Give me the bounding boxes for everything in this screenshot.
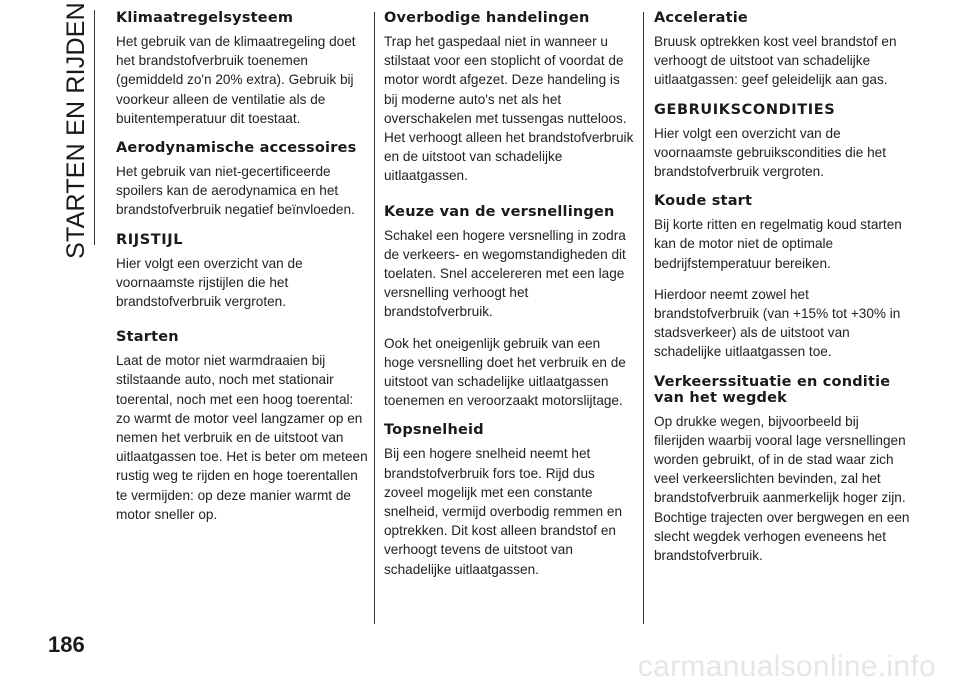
- paragraph-overbodige-handelingen: Trap het gaspedaal niet in wanneer u stilstaat voor een stoplicht of voordat de motor wordt afgezet. Deze handeling is bij moderne auto's net als het overschakelen met tussengas nutteloos. Het verhoogt alleen het brandstofverbruik en de uitstoot van schadelijke uitlaatgassen.: [384, 34, 634, 184]
- text-column-1: [116, 10, 368, 536]
- heading-starten: Starten: [116, 329, 179, 346]
- heading-verkeerssituatie: Verkeerssituatie en conditie van het wegdek: [654, 373, 891, 406]
- heading-keuze-versnellingen: Keuze van de versnellingen: [384, 203, 615, 220]
- heading-acceleratie: Acceleratie: [654, 10, 748, 26]
- paragraph-verkeerssituatie: Op drukke wegen, bijvoorbeeld bij filerijden waarbij vooral lage versnellingen worden gebruikt, of in de stad waar zich veel verkeerslichten bevinden, zal het brandstofverbruik aanmerkelijk hoger zijn. Bochtige trajecten over bergwegen en een slecht wegdek verhogen eveneens het brandstofverbruik.: [654, 413, 910, 564]
- section-side-title-text: STARTEN EN RIJDEN: [61, 2, 90, 259]
- heading-aerodynamische-accessoires: Aerodynamische accessoires: [116, 140, 357, 157]
- paragraph-koude-start-2: Hierdoor neemt zowel het brandstofverbruik (van +15% tot +30% in stadsverkeer) als de uitstoot van schadelijke uitlaatgassen toe.: [654, 286, 901, 360]
- paragraph-keuze-versnellingen-2: Ook het oneigenlijk gebruik van een hoge versnelling doet het verbruik en de uitstoot van schadelijke uitlaatgassen toenemen en veroorzaakt motorslijtage.: [384, 335, 626, 409]
- text-column-3: [654, 10, 910, 577]
- heading-gebruikscondities: GEBRUIKSCONDITIES: [654, 101, 836, 118]
- heading-koude-start: Koude start: [654, 193, 753, 210]
- paragraph-acceleratie: Bruusk optrekken kost veel brandstof en verhoogt de uitstoot van schadelijke uitlaatgassen: geef geleidelijk aan gas.: [654, 34, 897, 88]
- paragraph-klimaatregelsysteem: Het gebruik van de klimaatregeling doet het brandstofverbruik toenemen (gemiddeld zo'n 20% extra). Gebruik bij voorkeur alleen de ventilatie als de buitentemperatuur dit toestaat.: [116, 34, 356, 126]
- heading-topsnelheid: Topsnelheid: [384, 422, 484, 439]
- page-number: 186: [48, 632, 85, 657]
- paragraph-keuze-versnellingen-1: Schakel een hogere versnelling in zodra de verkeers- en wegomstandigheden dit toelaten. Snel accelereren met een lage versnelling verhoogt het brandstofverbruik.: [384, 227, 626, 320]
- watermark: carmanualsonline.info: [637, 650, 936, 683]
- paragraph-rijstijl: Hier volgt een overzicht van de voornaamste rijstijlen die het brandstofverbruik vergroten.: [116, 255, 303, 310]
- paragraph-gebruikscondities: Hier volgt een overzicht van de voornaamste gebruikscondities die het brandstofverbruik vergroten.: [654, 125, 886, 180]
- column-divider-1: [374, 12, 375, 624]
- paragraph-aerodynamische-accessoires: Het gebruik van niet-gecertificeerde spoilers kan de aerodynamica en het brandstofverbruik negatief beïnvloeden.: [116, 164, 355, 218]
- side-title-rule: [94, 10, 95, 245]
- heading-rijstijl: RIJSTIJL: [116, 231, 184, 248]
- heading-klimaatregelsysteem: Klimaatregelsysteem: [116, 10, 294, 26]
- column-divider-2: [643, 12, 644, 624]
- paragraph-topsnelheid: Bij een hogere snelheid neemt het brandstofverbruik fors toe. Rijd dus zoveel mogelijk met een constante snelheid, vermijd overbodig remmen en optrekken. Dit kost alleen brandstof en verhoogt tevens de uitstoot van schadelijke uitlaatgassen.: [384, 446, 623, 577]
- section-side-title: [52, 2, 100, 259]
- heading-overbodige-handelingen: Overbodige handelingen: [384, 10, 590, 26]
- text-column-2: [384, 10, 634, 591]
- paragraph-koude-start-1: Bij korte ritten en regelmatig koud starten kan de motor niet de optimale bedrijfstemperatuur bereiken.: [654, 217, 902, 271]
- paragraph-starten: Laat de motor niet warmdraaien bij stilstaande auto, noch met stationair toerental, noch met een hoog toerental: zo warmt de motor veel langzamer op en nemen het verbruik en de uitstoot van uitlaatgassen toe. Het is beter om meteen rustig weg te rijden en hoge toerentallen te vermijden: op deze manier warmt de motor sneller op.: [116, 353, 368, 522]
